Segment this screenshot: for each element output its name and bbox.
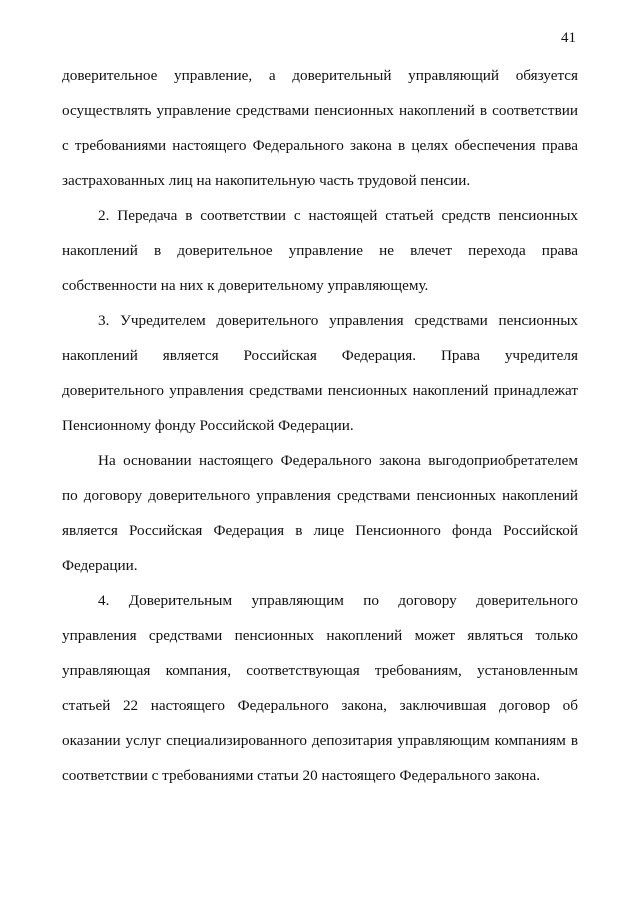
page-number: 41 <box>561 30 576 46</box>
paragraph-continuation: доверительное управление, а доверительный управляющий обязуется осуществлять управление средствами пенсионных накоплений в соответствии с требованиями настоящего Федерального закона в целях обеспечения права застрахованных лиц на накопительную часть трудовой пенсии. <box>62 67 578 189</box>
paragraph-2: 2. Передача в соответствии с настоящей статьей средств пенсионных накоплений в доверительное управление не влечет перехода права собственности на них к доверительному управляющему. <box>62 207 578 294</box>
paragraph-4: 4. Доверительным управляющим по договору доверительного управления средствами пенсионных накоплений может являться только управляющая компания, соответствующая требованиям, установленным статьей 22 настоящего Федерального закона, заключившая договор об оказании услуг специализированного депозитария управляющим компаниям в соответствии с требованиями статьи 20 настоящего Федерального закона. <box>62 592 578 784</box>
paragraph-beneficiary: На основании настоящего Федерального закона выгодоприобретателем по договору доверительного управления средствами пенсионных накоплений является Российская Федерация в лице Пенсионного фонда Российской Федерации. <box>62 452 578 574</box>
body-text <box>62 58 578 793</box>
paragraph-3: 3. Учредителем доверительного управления средствами пенсионных накоплений является Российская Федерация. Права учредителя доверительного управления средствами пенсионных накоплений принадлежат Пенсионному фонду Российской Федерации. <box>62 312 578 434</box>
